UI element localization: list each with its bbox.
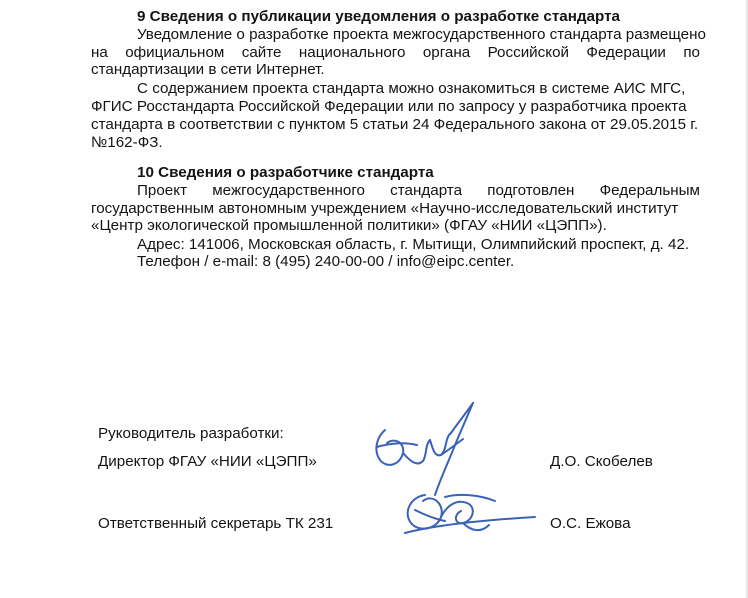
director-name: Д.О. Скобелев [550,453,653,470]
section-9-para2-line3: стандарта в соответствии с пунктом 5 статьи 24 Федерального закона от 29.05.2015 г. [91,116,699,133]
section-9-para1-line1: Уведомление о разработке проекта межгосударственного стандарта размещено [137,26,706,43]
section-9-para1-line2: на официальном сайте национального органа Российской Федерации по [91,44,700,61]
section-9-para2-line2: ФГИС Росстандарта Российской Федерации или по запросу у разработчика проекта [91,98,687,115]
section-9-para1-line3: стандартизации в сети Интернет. [91,61,325,78]
section-10-address: Адрес: 141006, Московская область, г. Мытищи, Олимпийский проспект, д. 42. [137,236,690,253]
secretary-title: Ответственный секретарь ТК 231 [98,515,334,532]
signature-header: Руководитель разработки: [98,425,284,442]
director-title: Директор ФГАУ «НИИ «ЦЭПП» [98,453,317,470]
section-10-para-line2: государственным автономным учреждением «Научно-исследовательский институт [91,200,679,217]
secretary-signature [385,475,545,550]
section-10-para-line3: «Центр экологической промышленной политики» (ФГАУ «НИИ «ЦЭПП»). [91,217,607,234]
section-10-contacts: Телефон / e-mail: 8 (495) 240-00-00 / info@eipc.center. [137,253,515,270]
section-10-para-line1: Проект межгосударственного стандарта подготовлен Федеральным [137,182,700,199]
section-9-para2-line1: С содержанием проекта стандарта можно ознакомиться в системе АИС МГС, [137,80,686,97]
secretary-name: О.С. Ежова [550,515,631,532]
section-9-heading: 9 Сведения о публикации уведомления о разработке стандарта [137,8,620,25]
section-10-heading: 10 Сведения о разработчике стандарта [137,164,434,181]
section-9-para2-line4: №162-ФЗ. [91,134,163,151]
